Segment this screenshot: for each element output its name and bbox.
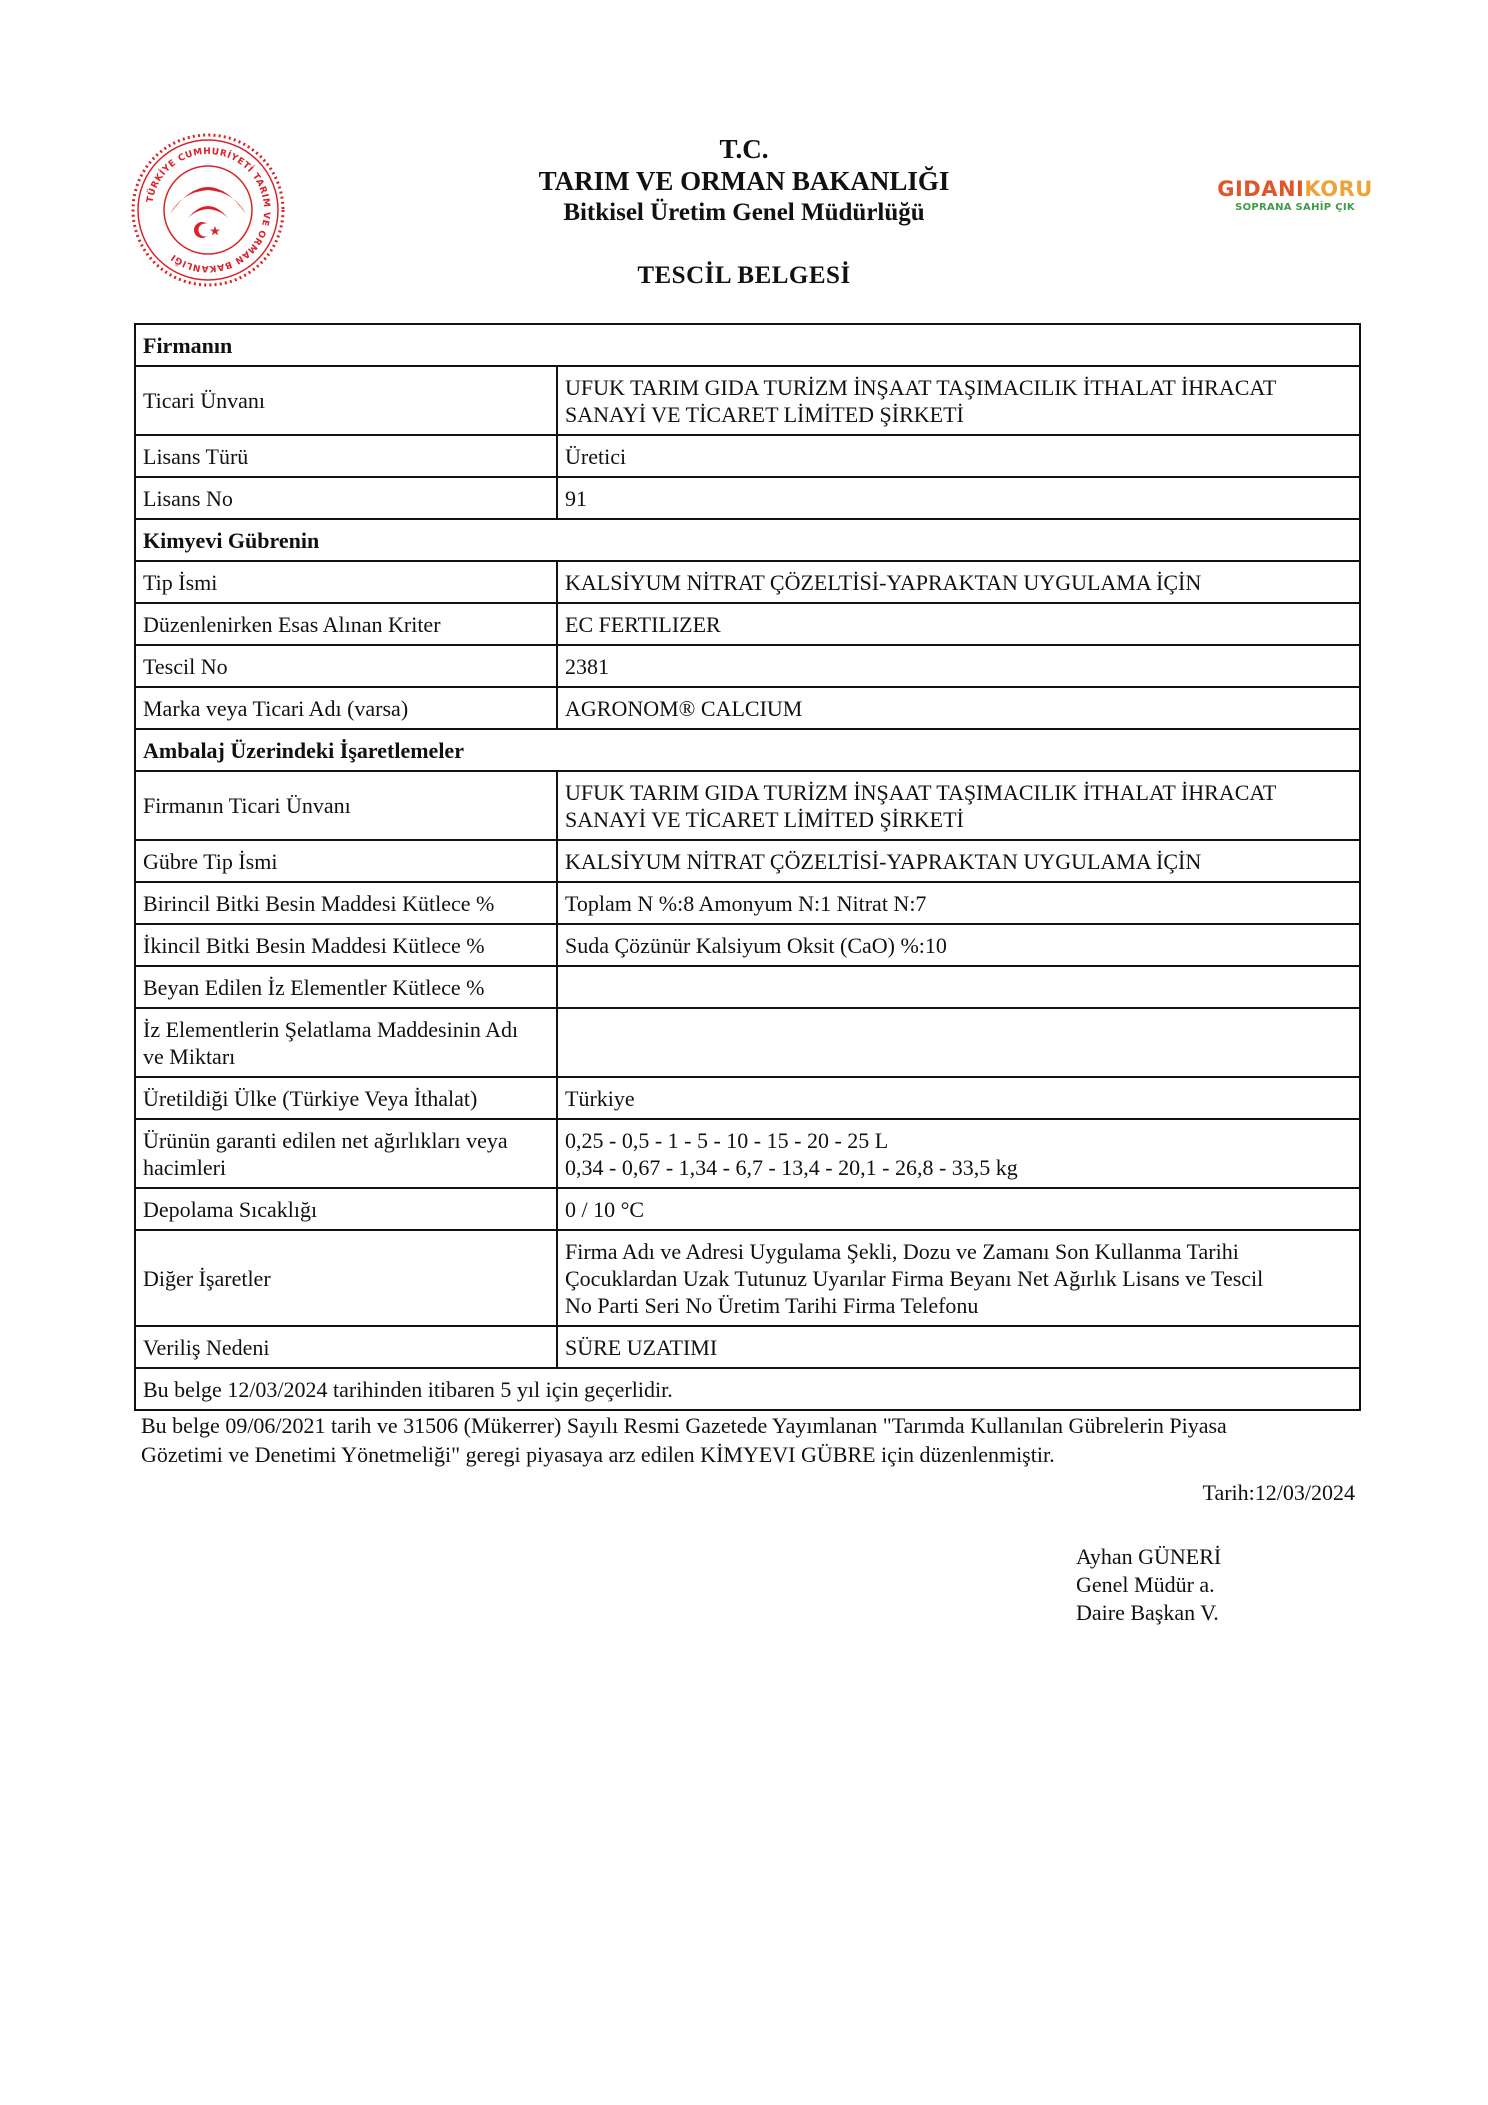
brand-tagline: SOPRANA SAHİP ÇIK — [1235, 202, 1355, 213]
table-row — [135, 924, 1360, 966]
row-value — [557, 1230, 1360, 1326]
table-row — [135, 435, 1360, 477]
row-label — [135, 1008, 557, 1077]
brand-name: GIDANIKORU — [1217, 177, 1373, 201]
value-line: UFUK TARIM GIDA TURİZM İNŞAAT TAŞIMACILIK İTHALAT İHRACAT — [565, 374, 1277, 400]
table-row — [135, 882, 1360, 924]
row-value: Suda Çözünür Kalsiyum Oksit (CaO) %:10 — [557, 924, 1360, 966]
table-row — [135, 603, 1360, 645]
regulation-note — [141, 1411, 1367, 1469]
note-line: Bu belge 09/06/2021 tarih ve 31506 (Mükerrer) Sayılı Resmi Gazetede Yayımlanan "Tarımda Kullanılan Gübrelerin Piyasa — [141, 1413, 1227, 1438]
row-label: Üretildiği Ülke (Türkiye Veya İthalat) — [135, 1077, 557, 1119]
label-line: hacimleri — [143, 1154, 227, 1180]
document-title: TESCİL BELGESİ — [637, 262, 851, 289]
label-line: Ürünün garanti edilen net ağırlıkları veya — [143, 1127, 508, 1153]
row-value — [557, 1119, 1360, 1188]
label-line: ve Miktarı — [143, 1043, 236, 1069]
row-value: SÜRE UZATIMI — [557, 1326, 1360, 1368]
table-row — [135, 1119, 1360, 1188]
issue-date: Tarih:12/03/2024 — [1202, 1480, 1355, 1505]
signatory-name: Ayhan GÜNERİ — [1076, 1544, 1222, 1569]
row-label: Firmanın Ticari Ünvanı — [135, 771, 557, 840]
section-header-firma: Firmanın — [135, 324, 1360, 366]
row-value: KALSİYUM NİTRAT ÇÖZELTİSİ-YAPRAKTAN UYGULAMA İÇİN — [557, 840, 1360, 882]
row-label: Lisans Türü — [135, 435, 557, 477]
row-label: Lisans No — [135, 477, 557, 519]
signatory-title: Daire Başkan V. — [1076, 1600, 1219, 1625]
table-row — [135, 840, 1360, 882]
value-line: SANAYİ VE TİCARET LİMİTED ŞİRKETİ — [565, 401, 964, 427]
row-value: 0 / 10 °C — [557, 1188, 1360, 1230]
row-value: KALSİYUM NİTRAT ÇÖZELTİSİ-YAPRAKTAN UYGULAMA İÇİN — [557, 561, 1360, 603]
value-line: 0,34 - 0,67 - 1,34 - 6,7 - 13,4 - 20,1 - 26,8 - 33,5 kg — [565, 1154, 1018, 1180]
label-line: İz Elementlerin Şelatlama Maddesinin Adı — [143, 1016, 519, 1042]
section-header-ambalaj: Ambalaj Üzerindeki İşaretlemeler — [135, 729, 1360, 771]
row-value: AGRONOM® CALCIUM — [557, 687, 1360, 729]
table-row — [135, 687, 1360, 729]
value-line: UFUK TARIM GIDA TURİZM İNŞAAT TAŞIMACILIK İTHALAT İHRACAT — [565, 779, 1277, 805]
table-row — [135, 1188, 1360, 1230]
section-header-gubre: Kimyevi Gübrenin — [135, 519, 1360, 561]
row-value — [557, 966, 1360, 1008]
table-row — [135, 1326, 1360, 1368]
table-row — [135, 966, 1360, 1008]
row-label: İkincil Bitki Besin Maddesi Kütlece % — [135, 924, 557, 966]
row-label: Beyan Edilen İz Elementler Kütlece % — [135, 966, 557, 1008]
note-line: Gözetimi ve Denetimi Yönetmeliği" geregi piyasaya arz edilen KİMYEVI GÜBRE için düzenlenmiştir. — [141, 1442, 1055, 1467]
table-row — [135, 645, 1360, 687]
table-row — [135, 771, 1360, 840]
header-ministry: TARIM VE ORMAN BAKANLIĞI — [538, 166, 950, 196]
row-label: Diğer İşaretler — [135, 1230, 557, 1326]
row-value: Üretici — [557, 435, 1360, 477]
row-label: Veriliş Nedeni — [135, 1326, 557, 1368]
row-label: Tip İsmi — [135, 561, 557, 603]
value-line: No Parti Seri No Üretim Tarihi Firma Telefonu — [565, 1292, 979, 1318]
row-label: Gübre Tip İsmi — [135, 840, 557, 882]
row-value: Türkiye — [557, 1077, 1360, 1119]
validity-row — [135, 1368, 1360, 1410]
header-directorate: Bitkisel Üretim Genel Müdürlüğü — [563, 199, 925, 226]
table-row — [135, 1230, 1360, 1326]
row-value: 91 — [557, 477, 1360, 519]
row-label: Tescil No — [135, 645, 557, 687]
row-label: Depolama Sıcaklığı — [135, 1188, 557, 1230]
value-line: 0,25 - 0,5 - 1 - 5 - 10 - 15 - 20 - 25 L — [565, 1127, 889, 1153]
row-label: Marka veya Ticari Adı (varsa) — [135, 687, 557, 729]
row-label: Birincil Bitki Besin Maddesi Kütlece % — [135, 882, 557, 924]
row-value: EC FERTILIZER — [557, 603, 1360, 645]
table-row — [135, 477, 1360, 519]
row-label: Düzenlenirken Esas Alınan Kriter — [135, 603, 557, 645]
header-tc: T.C. — [719, 134, 769, 164]
signature-block — [1076, 1543, 1221, 1627]
value-line: SANAYİ VE TİCARET LİMİTED ŞİRKETİ — [565, 806, 964, 832]
row-value: Toplam N %:8 Amonyum N:1 Nitrat N:7 — [557, 882, 1360, 924]
row-value — [557, 366, 1360, 435]
table-row — [135, 1077, 1360, 1119]
row-value: 2381 — [557, 645, 1360, 687]
svg-text:TÜRKİYE CUMHURİYETİ TARIM VE O: TÜRKİYE CUMHURİYETİ TARIM VE ORMAN BAKANLIĞI — [145, 146, 272, 274]
table-row — [135, 561, 1360, 603]
table-row — [135, 366, 1360, 435]
row-value — [557, 771, 1360, 840]
registration-table — [134, 323, 1361, 1411]
value-line: Firma Adı ve Adresi Uygulama Şekli, Dozu ve Zamanı Son Kullanma Tarihi — [565, 1238, 1239, 1264]
signatory-title: Genel Müdür a. — [1076, 1572, 1215, 1597]
row-label — [135, 1119, 557, 1188]
value-line: Çocuklardan Uzak Tutunuz Uyarılar Firma Beyanı Net Ağırlık Lisans ve Tescil — [565, 1265, 1264, 1291]
table-row — [135, 1008, 1360, 1077]
validity-text: Bu belge 12/03/2024 tarihinden itibaren 5 yıl için geçerlidir. — [135, 1368, 1360, 1410]
row-label: Ticari Ünvanı — [135, 366, 557, 435]
row-value — [557, 1008, 1360, 1077]
